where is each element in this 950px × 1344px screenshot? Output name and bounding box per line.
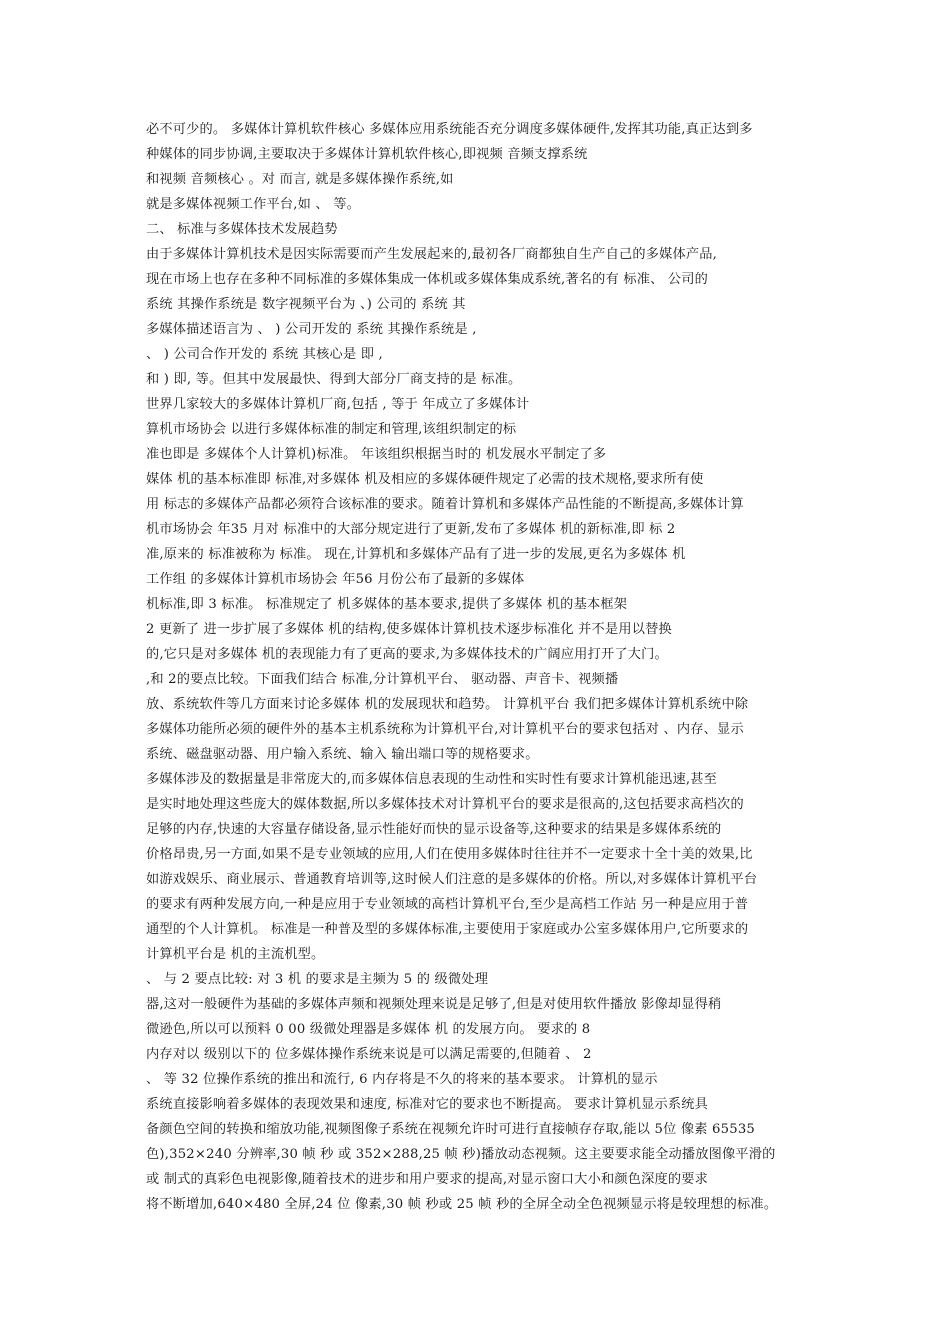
text-line: 将不断增加,640×480 全屏,24 位 像素,30 帧 秒或 25 帧 秒的全屏全动全色视频显示将是较理想的标准。 [146, 1197, 778, 1212]
text-line: 和 ) 即, 等。但其中发展最快、得到大部分厂商支持的是 标准。 [146, 372, 522, 387]
text-line: 2 更新了 进一步扩展了多媒体 机的结构,使多媒体计算机技术逐步标准化 并不是用以替换 [146, 622, 672, 637]
text-line: 系统、磁盘驱动器、用户输入系统、输入 输出端口等的规格要求。 [146, 747, 539, 762]
text-line: 用 标志的多媒体产品都必须符合该标准的要求。随着计算机和多媒体产品性能的不断提高,多媒体计算 [146, 497, 744, 512]
text-line: 价格昂贵,另一方面,如果不是专业领域的应用,人们在使用多媒体时往往并不一定要求十全十美的效果,比 [146, 847, 753, 862]
text-line: 世界几家较大的多媒体计算机厂商,包括 , 等于 年成立了多媒体计 [146, 397, 530, 412]
text-line: 通型的个人计算机。 标准是一种普及型的多媒体标准,主要使用于家庭或办公室多媒体用户,它所要求的 [146, 922, 749, 937]
text-line: 器,这对一般硬件为基础的多媒体声频和视频处理来说是足够了,但是对使用软件播放 影像却显得稍 [146, 997, 722, 1012]
text-line: 由于多媒体计算机技术是因实际需要而产生发展起来的,最初各厂商都独自生产自己的多媒体产品, [146, 247, 718, 262]
text-line: 计算机平台是 机的主流机型。 [146, 947, 325, 962]
text-line: 微逊色,所以可以预料 0 00 级微处理器是多媒体 机 的发展方向。 要求的 8 [146, 1022, 591, 1037]
text-line: 就是多媒体视频工作平台,如 、 等。 [146, 197, 360, 212]
text-line: 足够的内存,快速的大容量存储设备,显示性能好而快的显示设备等,这种要求的结果是多媒体系统的 [146, 822, 722, 837]
text-line: 必不可少的。 多媒体计算机软件核心 多媒体应用系统能否充分调度多媒体硬件,发挥其功能,真正达到多 [146, 122, 753, 137]
text-line: 的要求有两种发展方向,一种是应用于专业领域的高档计算机平台,至少是高档工作站 另一种是应用于普 [146, 897, 749, 912]
text-line: 算机市场协会 以进行多媒体标准的制定和管理,该组织制定的标 [146, 422, 517, 437]
text-line: 多媒体功能所必须的硬件外的基本主机系统称为计算机平台,对计算机平台的要求包括对 、内存、显示 [146, 722, 744, 737]
text-line: 、 等 32 位操作系统的推出和流行, 6 内存将是不久的将来的基本要求。 计算机的显示 [146, 1072, 658, 1087]
text-line: 多媒体描述语言为 、 ) 公司开发的 系统 其操作系统是 , [146, 322, 477, 337]
text-line: 现在市场上也存在多种不同标准的多媒体集成一体机或多媒体集成系统,著名的有 标准、 公司的 [146, 272, 709, 287]
text-line: 系统直接影响着多媒体的表现效果和速度, 标准对它的要求也不断提高。 要求计算机显示系统具 [146, 1097, 709, 1112]
text-line: 色),352×240 分辨率,30 帧 秒 或 352×288,25 帧 秒)播放动态视频。这主要要求能全动播放图像平滑的 [146, 1147, 776, 1162]
text-line: 、 ) 公司合作开发的 系统 其核心是 即 , [146, 347, 383, 362]
text-line: 种媒体的同步协调,主要取决于多媒体计算机软件核心,即视频 音频支撑系统 [146, 147, 588, 162]
text-line: 准也即是 多媒体个人计算机)标准。 年该组织根据当时的 机发展水平制定了多 [146, 447, 607, 462]
section-heading: 二、 标准与多媒体技术发展趋势 [146, 222, 338, 237]
text-line: 的,它只是对多媒体 机的表现能力有了更高的要求,为多媒体技术的广阔应用打开了大门。 [146, 647, 668, 662]
text-line: 如游戏娱乐、商业展示、普通教育培训等,这时候人们注意的是多媒体的价格。所以,对多媒体计算机平台 [146, 872, 758, 887]
text-line: 准,原来的 标准被称为 标准。 现在,计算机和多媒体产品有了进一步的发展,更名为多媒体 机 [146, 547, 686, 562]
text-line: 系统 其操作系统是 数字视频平台为 、) 公司的 系统 其 [146, 297, 466, 312]
text-line: 、 与 2 要点比较: 对 3 机 的要求是主频为 5 的 级微处理 [146, 972, 489, 987]
text-line: 和视频 音频核心 。对 而言, 就是多媒体操作系统,如 [146, 172, 454, 187]
text-line: 工作组 的多媒体计算机市场协会 年56 月份公布了最新的多媒体 [146, 572, 525, 587]
text-line: 或 制式的真彩色电视影像,随着技术的进步和用户要求的提高,对显示窗口大小和颜色深度的要求 [146, 1172, 709, 1187]
text-line: ,和 2的要点比较。下面我们结合 标准,分计算机平台、 驱动器、声音卡、视频播 [146, 672, 619, 687]
text-line: 媒体 机的基本标准即 标准,对多媒体 机及相应的多媒体硬件规定了必需的技术规格,要求所有使 [146, 472, 704, 487]
text-line: 机标准,即 3 标准。 标准规定了 机多媒体的基本要求,提供了多媒体 机的基本框架 [146, 597, 628, 612]
text-line: 多媒体涉及的数据量是非常庞大的,而多媒体信息表现的生动性和实时性有要求计算机能迅速,甚至 [146, 772, 718, 787]
text-line: 是实时地处理这些庞大的媒体数据,所以多媒体技术对计算机平台的要求是很高的,这包括要求高档次的 [146, 797, 744, 812]
text-line: 内存对以 级别以下的 位多媒体操作系统来说是可以满足需要的,但随着 、 2 [146, 1047, 592, 1062]
text-line: 放、系统软件等几方面来讨论多媒体 机的发展现状和趋势。 计算机平台 我们把多媒体计算机系统中除 [146, 697, 749, 712]
text-line: 备颜色空间的转换和缩放功能,视频图像子系统在视频允许时可进行直接帧存存取,能以 5位 像素 65535 [146, 1122, 755, 1137]
text-line: 机市场协会 年35 月对 标准中的大部分规定进行了更新,发布了多媒体 机的新标准,即 标 2 [146, 522, 676, 537]
